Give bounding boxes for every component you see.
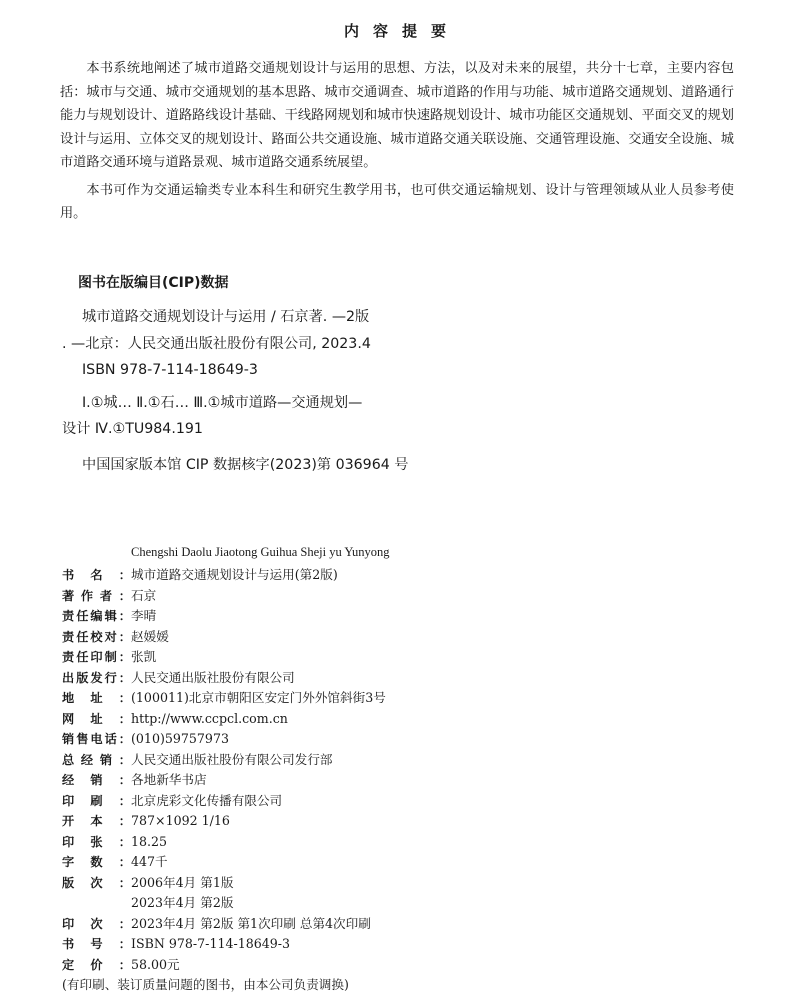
copyright-row [62, 955, 386, 976]
copyright-row [62, 893, 386, 914]
copyright-row-label: 开本： [62, 814, 131, 828]
copyright-row-value: 张凯 [131, 649, 157, 664]
copyright-row-value: (100011)北京市朝阳区安定门外外馆斜街3号 [131, 690, 386, 705]
copyright-info [62, 565, 386, 996]
copyright-row-label: 字数： [62, 855, 131, 869]
cip-isbn-line: ISBN 978-7-114-18649-3 [82, 362, 258, 378]
copyright-row-label: 出版发行： [62, 670, 131, 685]
copyright-row [62, 668, 386, 689]
quality-note: (有印刷、装订质量问题的图书，由本公司负责调换) [62, 977, 349, 992]
copyright-row-label: 印次： [62, 916, 131, 931]
copyright-row-value: 2023年4月 第2版 第1次印刷 总第4次印刷 [131, 915, 371, 931]
copyright-row [62, 914, 386, 935]
copyright-row-label: 书名： [62, 568, 131, 582]
copyright-row [62, 832, 386, 853]
copyright-row-label: 总经销： [62, 752, 131, 767]
copyright-row [62, 791, 386, 812]
copyright-row-label [62, 893, 131, 914]
copyright-row-value: ISBN 978-7-114-18649-3 [131, 936, 291, 951]
copyright-row-value: 人民交通出版社股份有限公司 [131, 669, 295, 685]
copyright-row-label: 销售电话： [62, 732, 131, 746]
cip-subject-line: Ⅰ.①城… Ⅱ.①石… Ⅲ.①城市道路—交通规划— [82, 394, 363, 411]
copyright-row-label: 印张： [62, 834, 131, 849]
pinyin-title: Chengshi Daolu Jiaotong Guihua Sheji yu Yunyong [131, 545, 390, 559]
copyright-row-label: 责任印制： [62, 650, 131, 664]
copyright-row [62, 627, 386, 648]
copyright-row-label: 地址： [62, 691, 131, 705]
copyright-row-value: 赵媛媛 [131, 628, 169, 644]
copyright-row-value: 石京 [131, 587, 157, 603]
copyright-row [62, 606, 386, 627]
copyright-row [62, 709, 386, 730]
copyright-row-value: 各地新华书店 [131, 772, 207, 787]
copyright-row-value: 2006年4月 第1版 [131, 874, 234, 890]
copyright-row-value: 城市道路交通规划设计与运用(第2版) [131, 567, 338, 582]
copyright-row-label: 经销： [62, 773, 131, 787]
copyright-row-value: 北京虎彩文化传播有限公司 [131, 792, 283, 808]
copyright-row [62, 873, 386, 894]
summary-paragraph: 本书可作为交通运输类专业本科生和研究生教学用书，也可供交通运输规划、设计与管理领域从业人员参考使用。 [60, 182, 734, 221]
cip-publisher-line: . —北京：人民交通出版社股份有限公司, 2023.4 [62, 335, 371, 352]
copyright-row-value: 787×1092 1/16 [131, 813, 230, 828]
copyright-row-label: 责任编辑： [62, 609, 131, 623]
copyright-row-value[interactable]: http://www.ccpcl.com.cn [131, 710, 288, 726]
copyright-row-label: 定价： [62, 957, 131, 972]
copyright-row-label: 书号： [62, 937, 131, 951]
cip-heading: 图书在版编目(CIP)数据 [78, 275, 229, 291]
copyright-row-value: 2023年4月 第2版 [131, 895, 234, 910]
summary-text [60, 57, 734, 230]
cip-data-block [62, 304, 502, 443]
copyright-row [62, 811, 386, 832]
copyright-row [62, 729, 386, 750]
cip-verification-number: 中国国家版本馆 CIP 数据核字(2023)第 036964 号 [82, 457, 409, 473]
copyright-row-label: 著作者： [62, 588, 131, 603]
summary-paragraph: 本书系统地阐述了城市道路交通规划设计与运用的思想、方法，以及对未来的展望，共分十七章，主要内容包括：城市与交通、城市交通规划的基本思路、城市交通调查、城市道路的作用与功能、城市道路交通规划、道路通行能力与规划设计、道路路线设计基础、干线路网规划和城市快速路规划设计、城市功能区交通规划、平面交叉的规划设计与运用、立体交叉的规划设计、路面公共交通设施、城市道路交通关联设施、交通管理设施、交通安全设施、城市道路交通环境与道路景观、城市道路交通系统展望。 [60, 61, 734, 170]
copyright-row-value: 18.25 [131, 833, 168, 849]
copyright-row [62, 688, 386, 709]
copyright-row [62, 770, 386, 791]
cip-classification-line: 设计 Ⅳ.①TU984.191 [62, 421, 203, 437]
copyright-row-label: 印刷： [62, 793, 131, 808]
copyright-row [62, 586, 386, 607]
copyright-row-value: 447千 [131, 854, 168, 869]
copyright-row [62, 934, 386, 955]
cip-title-line: 城市道路交通规划设计与运用 / 石京著. —2版 [82, 309, 370, 325]
copyright-row-label: 网址： [62, 711, 131, 726]
copyright-row-value: (010)59757973 [131, 731, 229, 746]
copyright-row-value: 人民交通出版社股份有限公司发行部 [131, 751, 333, 767]
copyright-row [62, 647, 386, 668]
copyright-row-label: 责任校对： [62, 629, 131, 644]
copyright-row [62, 852, 386, 873]
copyright-row [62, 750, 386, 771]
copyright-row-value: 58.00元 [131, 956, 180, 972]
copyright-row-label: 版次： [62, 875, 131, 890]
copyright-row [62, 565, 386, 586]
copyright-row-value: 李晴 [131, 608, 157, 623]
summary-title: 内容提要 [343, 22, 460, 40]
